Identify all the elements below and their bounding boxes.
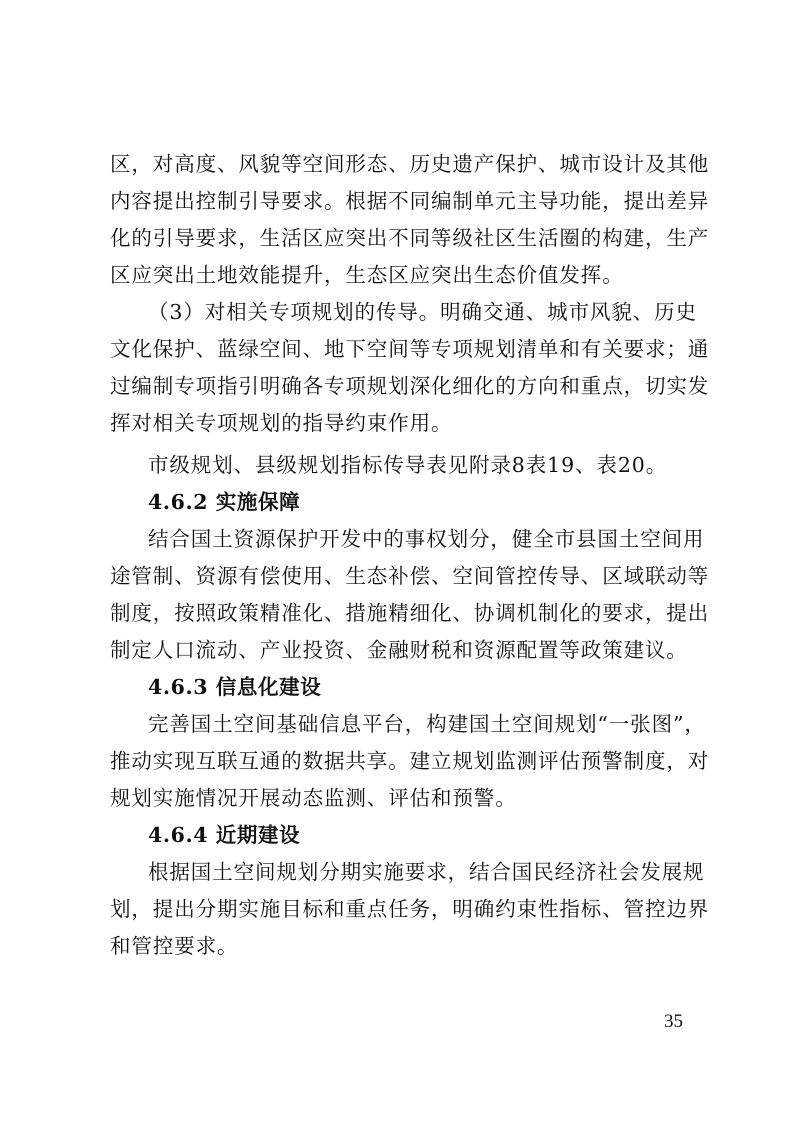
section-heading: 4.6.4 近期建设 (148, 823, 301, 847)
paragraph-line: 制度，按照政策精准化、措施精细化、协调机制化的要求，提出 (110, 601, 710, 625)
paragraph-line: 和管控要求。 (110, 934, 239, 958)
paragraph-line: 途管制、资源有偿使用、生态补偿、空间管控传导、区域联动等 (110, 564, 710, 588)
paragraph-line: 规划实施情况开展动态监测、评估和预警。 (110, 786, 517, 810)
paragraph-line: 划，提出分期实施目标和重点任务，明确约束性指标、管控边界 (110, 897, 710, 921)
paragraph-line: 内容提出控制引导要求。根据不同编制单元主导功能，提出差异 (110, 189, 710, 213)
paragraph-line: 挥对相关专项规划的指导约束作用。 (110, 411, 453, 435)
paragraph-line: 区，对高度、风貌等空间形态、历史遗产保护、城市设计及其他 (110, 152, 710, 176)
paragraph-line: 根据国土空间规划分期实施要求，结合国民经济社会发展规 (148, 860, 705, 884)
paragraph-line: 完善国土空间基础信息平台，构建国土空间规划“一张图”， (148, 712, 706, 736)
paragraph-line: 推动实现互联互通的数据共享。建立规划监测评估预警制度，对 (110, 749, 710, 773)
paragraph-line: 结合国土资源保护开发中的事权划分，健全市县国土空间用 (148, 527, 705, 551)
section-heading: 4.6.2 实施保障 (148, 490, 301, 514)
paragraph-line: 化的引导要求，生活区应突出不同等级社区生活圈的构建，生产 (110, 226, 710, 250)
paragraph-line: 过编制专项指引明确各专项规划深化细化的方向和重点，切实发 (110, 374, 710, 398)
section-heading: 4.6.3 信息化建设 (148, 675, 322, 699)
paragraph-line: 制定人口流动、产业投资、金融财税和资源配置等政策建议。 (110, 638, 688, 662)
paragraph-line: 市级规划、县级规划指标传导表见附录8表19、表20。 (148, 453, 668, 477)
paragraph-line: （3）对相关专项规划的传导。明确交通、城市风貌、历史 (148, 300, 697, 324)
paragraph-line: 文化保护、蓝绿空间、地下空间等专项规划清单和有关要求；通 (110, 337, 710, 361)
page-number: 35 (664, 1011, 683, 1032)
paragraph-line: 区应突出土地效能提升，生态区应突出生态价值发挥。 (110, 263, 624, 287)
